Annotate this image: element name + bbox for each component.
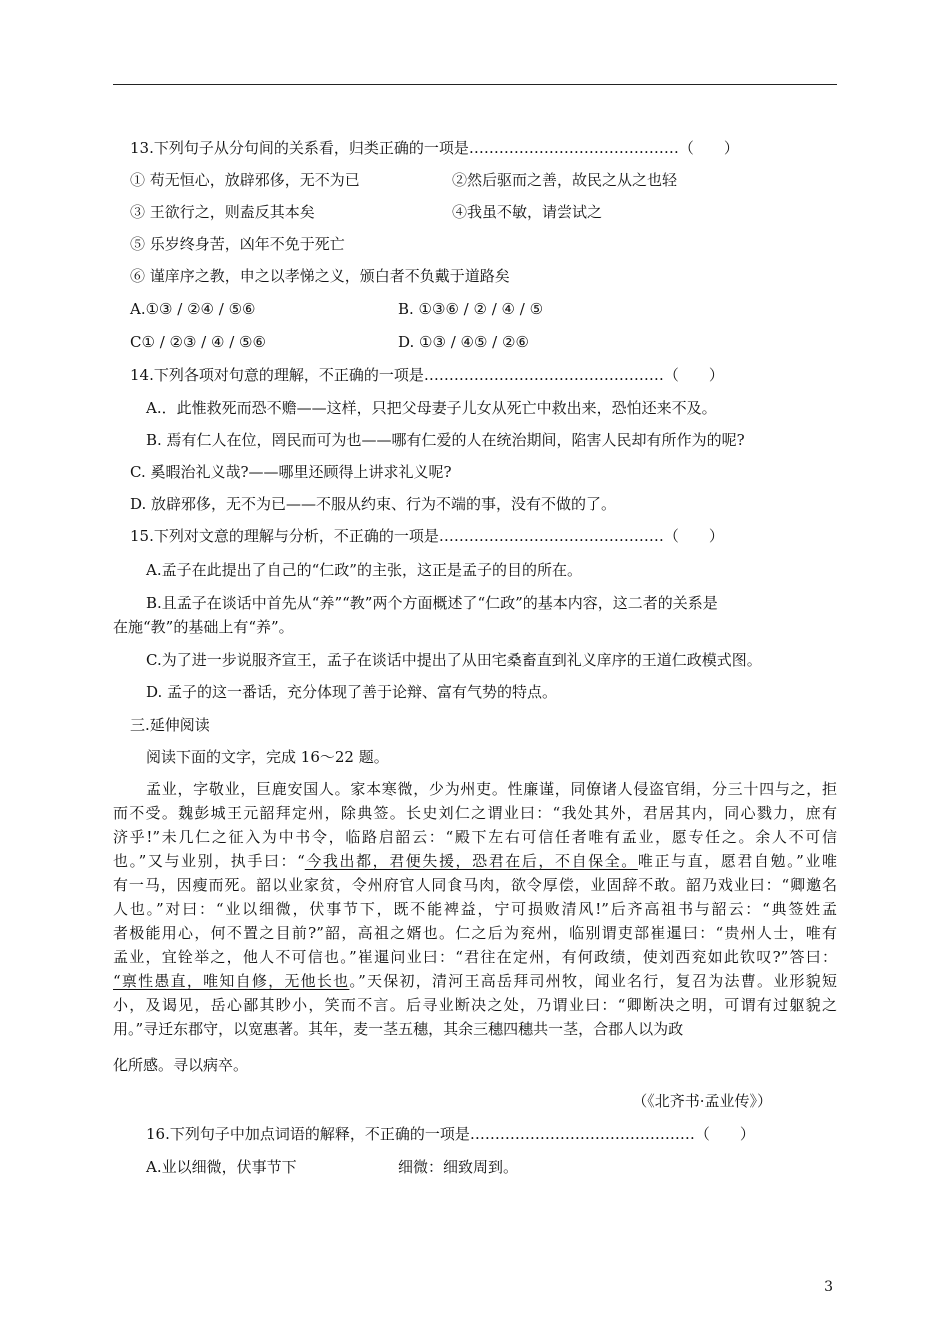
q13-sentence-2: ②然后驱而之善，故民之从之也轻: [452, 171, 678, 189]
passage-source: （《北齐书·孟业传》）: [632, 1092, 772, 1110]
q13-sentence-1: ① 苟无恒心，放辟邪侈，无不为已: [130, 171, 360, 189]
q14-option-b: B. 焉有仁人在位，罔民而可为也——哪有仁爱的人在统治期间，陷害人民却有所作为的呢?: [146, 431, 745, 449]
passage-line-10: 小，及谒见，岳心鄙其眇小，笑而不言。后寻业断决之处，乃谓业曰：“卿断决之明，可谓有过躯貌之: [113, 996, 837, 1014]
q13-option-d: D. ①③ / ④⑤ / ②⑥: [398, 333, 529, 351]
header-rule: [113, 84, 837, 85]
q16-option-a-text: A.业以细微，伏事节下: [146, 1158, 297, 1176]
q15-stem: 15.下列对文意的理解与分析，不正确的一项是………………………………………（ ）: [130, 527, 724, 545]
reading-instruction: 阅读下面的文字，完成 16～22 题。: [146, 748, 389, 766]
q16-stem: 16.下列句子中加点词语的解释，不正确的一项是………………………………………（ ）: [146, 1125, 755, 1143]
passage-line-3: 济乎!”未几仁之征入为中书令，临路启韶云：“殿下左右可信任者唯有孟业，愿专任之。余人不可信: [113, 828, 837, 846]
q13-option-c: C① / ②③ / ④ / ⑤⑥: [130, 333, 266, 351]
passage-line-11: 用。”寻迁东郡守，以宽惠著。其年，麦一茎五穗，其余三穗四穗共一茎，合郡人以为政: [113, 1020, 684, 1038]
passage-line-9: [113, 971, 837, 991]
q14-option-a: A.．此惟救死而恐不赡——这样，只把父母妻子儿女从死亡中救出来，恐怕还来不及。: [146, 399, 717, 417]
page-number: 3: [824, 1279, 833, 1295]
passage-line-1: 孟业，字敬业，巨鹿安国人。家本寒微，少为州吏。性廉谨，同僚诸人侵盗官绢，分三十四与之，拒: [146, 780, 837, 798]
passage-line-4: [113, 851, 837, 871]
passage-line-4-start: 也。”又与业别，执手曰：“: [113, 852, 305, 870]
q16-option-a-gloss: 细微：细致周到。: [398, 1158, 519, 1176]
passage-line-8: 孟业，宜铨举之，他人不可信也。”崔暹问业曰：“君往在定州，有何政绩，使刘西兖如此钦叹?”答曰：: [113, 948, 837, 966]
passage-line-6: 人也。”对曰：“业以细微，伏事节下，既不能裨益，宁可损败清风!”后齐高祖书与韶云：“典签姓孟: [113, 900, 837, 918]
section-heading: 三.延伸阅读: [130, 716, 210, 734]
passage-line-9-end: 。”天保初，清河王高岳拜司州牧，闻业名行，复召为法曹。业形貌短: [349, 972, 837, 990]
passage-line-2: 而不受。魏彭城王元韶拜定州，除典签。长史刘仁之谓业曰：“我处其外，君居其内，同心戮力，庶有: [113, 804, 837, 822]
q15-option-b-line2: 在施“教”的基础上有“养”。: [113, 618, 294, 636]
passage-line-12: 化所感。寻以病卒。: [113, 1056, 249, 1074]
q13-option-b: B. ①③⑥ / ② / ④ / ⑤: [398, 300, 544, 318]
passage-line-5: 有一马，因瘦而死。韶以业家贫，令州府官人同食马肉，欲令厚偿，业固辞不敢。韶乃戏业曰：“卿邀名: [113, 876, 837, 894]
passage-line-7: 者极能用心，何不置之目前?”韶，高祖之婿也。仁之后为兖州，临别谓吏部崔暹曰：“贵州人士，唯有: [113, 924, 837, 942]
q13-stem: 13.下列句子从分句间的关系看，归类正确的一项是……………………………………（ ）: [130, 139, 739, 157]
q14-stem: 14.下列各项对句意的理解，不正确的一项是…………………………………………（ ）: [130, 366, 724, 384]
q13-sentence-4: ④我虽不敏，请尝试之: [452, 203, 603, 221]
q15-option-a: A.孟子在此提出了自己的“仁政”的主张，这正是孟子的目的所在。: [146, 561, 582, 579]
underlined-sentence-1: 今我出都，君便失援，恐君在后，不自保全。: [304, 852, 638, 870]
q13-sentence-6: ⑥ 谨庠序之教，申之以孝悌之义，颁白者不负戴于道路矣: [130, 267, 510, 285]
passage-line-4-end: 唯正与直，愿君自勉。”业唯: [637, 852, 837, 870]
q14-option-c: C. 奚暇治礼义哉?——哪里还顾得上讲求礼义呢?: [130, 463, 452, 481]
underlined-sentence-2: “禀性愚直，唯知自修，无他长也: [113, 972, 350, 990]
q13-sentence-5: ⑤ 乐岁终身苦，凶年不免于死亡: [130, 235, 345, 253]
q14-option-d: D. 放辟邪侈，无不为已——不服从约束、行为不端的事，没有不做的了。: [130, 495, 617, 513]
q13-sentence-3: ③ 王欲行之，则盍反其本矣: [130, 203, 315, 221]
q15-option-c: C.为了进一步说服齐宣王，孟子在谈话中提出了从田宅桑畜直到礼义庠序的王道仁政模式图。: [146, 651, 762, 669]
q13-option-a: A.①③ / ②④ / ⑤⑥: [130, 300, 256, 318]
q15-option-d: D. 孟子的这一番话，充分体现了善于论辩、富有气势的特点。: [146, 683, 558, 701]
q15-option-b-line1: B.且孟子在谈话中首先从“养”“教”两个方面概述了“仁政”的基本内容，这二者的关系是: [146, 594, 718, 612]
